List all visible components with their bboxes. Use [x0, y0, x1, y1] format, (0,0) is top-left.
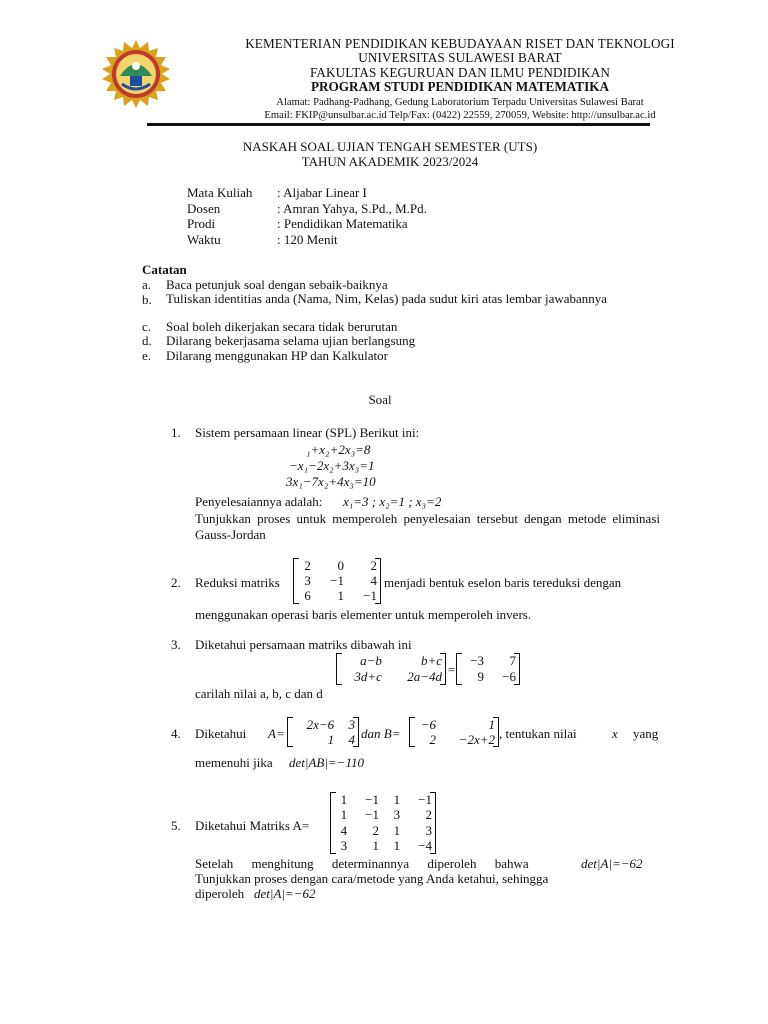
note-text: Baca petunjuk soal dengan sebaik-baiknya	[166, 277, 388, 292]
matrix-cell: 1	[340, 791, 348, 807]
info-value: : 120 Menit	[277, 232, 338, 247]
question-task: carilah nilai a, b, c dan d	[195, 686, 323, 701]
question-text: Setelah menghitung determinannya diperoleh bahwa	[195, 856, 529, 871]
exam-title: NASKAH SOAL UJIAN TENGAH SEMESTER (UTS)	[242, 139, 538, 154]
matrix-row	[293, 558, 381, 573]
info-label: Waktu	[187, 232, 221, 247]
equation: ₁+x₂+2x₃=8	[306, 442, 371, 457]
question-text: menjadi bentuk eselon baris tereduksi dengan	[384, 575, 622, 590]
matrix-cell: −4	[418, 838, 432, 854]
question-number: 1.	[171, 425, 181, 440]
matrix-cell: 1	[393, 791, 401, 807]
matrix-cell: 9	[477, 669, 484, 684]
matrix-cell: 1	[393, 822, 401, 838]
question-text: , tentukan nilai	[499, 726, 577, 741]
matrix-row	[330, 823, 436, 839]
matrix-cell: 3	[304, 572, 311, 588]
question-text: Reduksi matriks	[195, 575, 280, 590]
matrix-cell: 3	[340, 838, 348, 854]
matrix-cell: −1	[330, 572, 344, 588]
header-university: UNIVERSITAS SULAWESI BARAT	[358, 50, 562, 65]
question-text: Diketahui Matriks A=	[195, 818, 310, 833]
matrix-row	[409, 717, 499, 732]
matrix-cell: 1	[372, 838, 379, 854]
matrix-b	[409, 717, 499, 747]
matrix-row	[336, 669, 446, 685]
condition-math: det|AB|=−110	[289, 755, 364, 770]
note-text: Dilarang menggunakan HP dan Kalkulator	[166, 348, 388, 363]
matrix-right	[456, 653, 520, 685]
info-value: : Aljabar Linear I	[277, 185, 367, 200]
matrix-row	[330, 839, 436, 855]
note-text: Soal boleh dikerjakan secara tidak berurutan	[166, 319, 398, 334]
matrix-row	[456, 653, 520, 669]
matrix-row	[293, 573, 381, 588]
matrix-cell: −1	[365, 807, 379, 823]
matrix-cell: 2	[372, 822, 379, 838]
matrix-row	[287, 717, 359, 732]
solution-label: Penyelesaiannya adalah:	[195, 494, 323, 509]
matrix-cell: −1	[365, 791, 379, 807]
question-intro: Diketahui persamaan matriks dibawah ini	[195, 637, 412, 652]
header-contact: Email: FKIP@unsulbar.ac.id Telp/Fax: (0422) 22559, 270059, Website: http://unsulbar.ac.id	[264, 110, 656, 121]
question-text: menggunakan operasi baris elementer untuk memperoleh invers.	[195, 607, 532, 622]
matrix-row	[293, 589, 381, 604]
matrix	[330, 792, 436, 854]
header-divider	[147, 123, 650, 126]
info-label: Dosen	[187, 201, 221, 216]
info-label: Prodi	[187, 216, 216, 231]
matrix-b-label: dan B=	[361, 726, 401, 741]
note-letter: d.	[142, 333, 152, 348]
question-number: 5.	[171, 818, 181, 833]
matrix	[293, 558, 381, 604]
question-text: memenuhi jika	[195, 755, 273, 770]
matrix-cell: 2x−6	[306, 716, 335, 732]
notes-heading: Catatan	[142, 262, 187, 277]
note-text: Dilarang bekerjasama selama ujian berlangsung	[166, 333, 416, 348]
matrix-cell: 2	[370, 557, 377, 573]
matrix-cell: 3	[348, 716, 355, 732]
matrix-cell: −2x+2	[458, 731, 495, 747]
matrix-cell: 2	[304, 557, 311, 573]
determinant-math: det|A|=−62	[254, 886, 316, 901]
exam-year: TAHUN AKADEMIK 2023/2024	[301, 154, 479, 169]
info-label: Mata Kuliah	[187, 185, 253, 200]
matrix-a	[287, 717, 359, 747]
question-text: yang	[633, 726, 659, 741]
matrix-cell: 1	[488, 716, 495, 732]
matrix-cell: 2	[425, 807, 432, 823]
question-text: Tunjukkan proses dengan cara/metode yang Anda ketahui, sehingga	[195, 871, 549, 886]
matrix-cell: 6	[304, 588, 311, 604]
note-letter: a.	[142, 277, 152, 292]
matrix-row	[287, 732, 359, 747]
header-address: Alamat: Padhang-Padhang, Gedung Laboratorium Terpadu Universitas Sulawesi Barat	[276, 97, 644, 108]
matrix-cell: 2	[429, 731, 436, 747]
matrix-cell: 1	[327, 731, 335, 747]
question-text: Diketahui	[195, 726, 247, 741]
info-value: : Amran Yahya, S.Pd., M.Pd.	[277, 201, 427, 216]
matrix-cell: 7	[509, 653, 516, 668]
matrix-row	[409, 732, 499, 747]
matrix-cell: 4	[370, 572, 377, 588]
header-ministry: KEMENTERIAN PENDIDIKAN KEBUDAYAAN RISET DAN TEKNOLOGI	[245, 36, 675, 51]
question-number: 2.	[171, 575, 181, 590]
questions-heading: Soal	[368, 392, 392, 407]
header-faculty: FAKULTAS KEGURUAN DAN ILMU PENDIDIKAN	[309, 65, 611, 80]
matrix-cell: 1	[393, 838, 401, 854]
matrix-left	[336, 653, 446, 685]
matrix-row	[330, 792, 436, 808]
matrix-cell: −6	[502, 669, 516, 684]
header-program: PROGRAM STUDI PENDIDIKAN MATEMATIKA	[310, 79, 610, 94]
matrix-cell: 1	[340, 807, 348, 823]
matrix-cell: 0	[337, 557, 344, 573]
equals-sign: =	[447, 662, 456, 677]
question-number: 4.	[171, 726, 181, 741]
equation: −x₁−2x₂+3x₃=1	[289, 458, 375, 473]
matrix-cell: 3	[393, 807, 401, 823]
matrix-row	[456, 669, 520, 685]
matrix-cell: −1	[363, 588, 377, 604]
matrix-cell: −3	[470, 653, 484, 668]
determinant-math: det|A|=−62	[581, 856, 643, 871]
info-value: : Pendidikan Matematika	[277, 216, 408, 231]
note-letter: c.	[142, 319, 152, 334]
question-text: diperoleh	[195, 886, 245, 901]
matrix-a-label: A=	[268, 726, 285, 741]
equation: 3x₁−7x₂+4x₃=10	[286, 474, 376, 489]
note-letter: b.	[142, 292, 152, 307]
matrix-cell: 3d+c	[354, 669, 382, 684]
matrix-cell: a−b	[360, 653, 382, 668]
matrix-cell: 1	[337, 588, 344, 604]
note-letter: e.	[142, 348, 152, 363]
question-intro: Sistem persamaan linear (SPL) Berikut ini:	[195, 425, 420, 440]
matrix-cell: b+c	[420, 653, 442, 668]
matrix-cell: 4	[348, 731, 355, 747]
matrix-cell: −1	[418, 791, 432, 807]
matrix-cell: 2a−4d	[407, 669, 442, 684]
question-number: 3.	[171, 637, 181, 652]
solution-values: x₁=3 ; x₂=1 ; x₃=2	[343, 494, 442, 509]
variable: x	[612, 726, 618, 741]
matrix-row	[336, 653, 446, 669]
matrix-cell: 4	[340, 822, 348, 838]
question-task: Tunjukkan proses untuk memperoleh penyelesaian tersebut dengan metode eliminasi Gauss-Jordan	[195, 511, 660, 542]
matrix-row	[330, 808, 436, 824]
matrix-cell: 3	[425, 822, 432, 838]
matrix-cell: −6	[420, 716, 436, 732]
note-text: Tuliskan identitias anda (Nama, Nim, Kelas) pada sudut kiri atas lembar jawabannya	[166, 291, 608, 306]
